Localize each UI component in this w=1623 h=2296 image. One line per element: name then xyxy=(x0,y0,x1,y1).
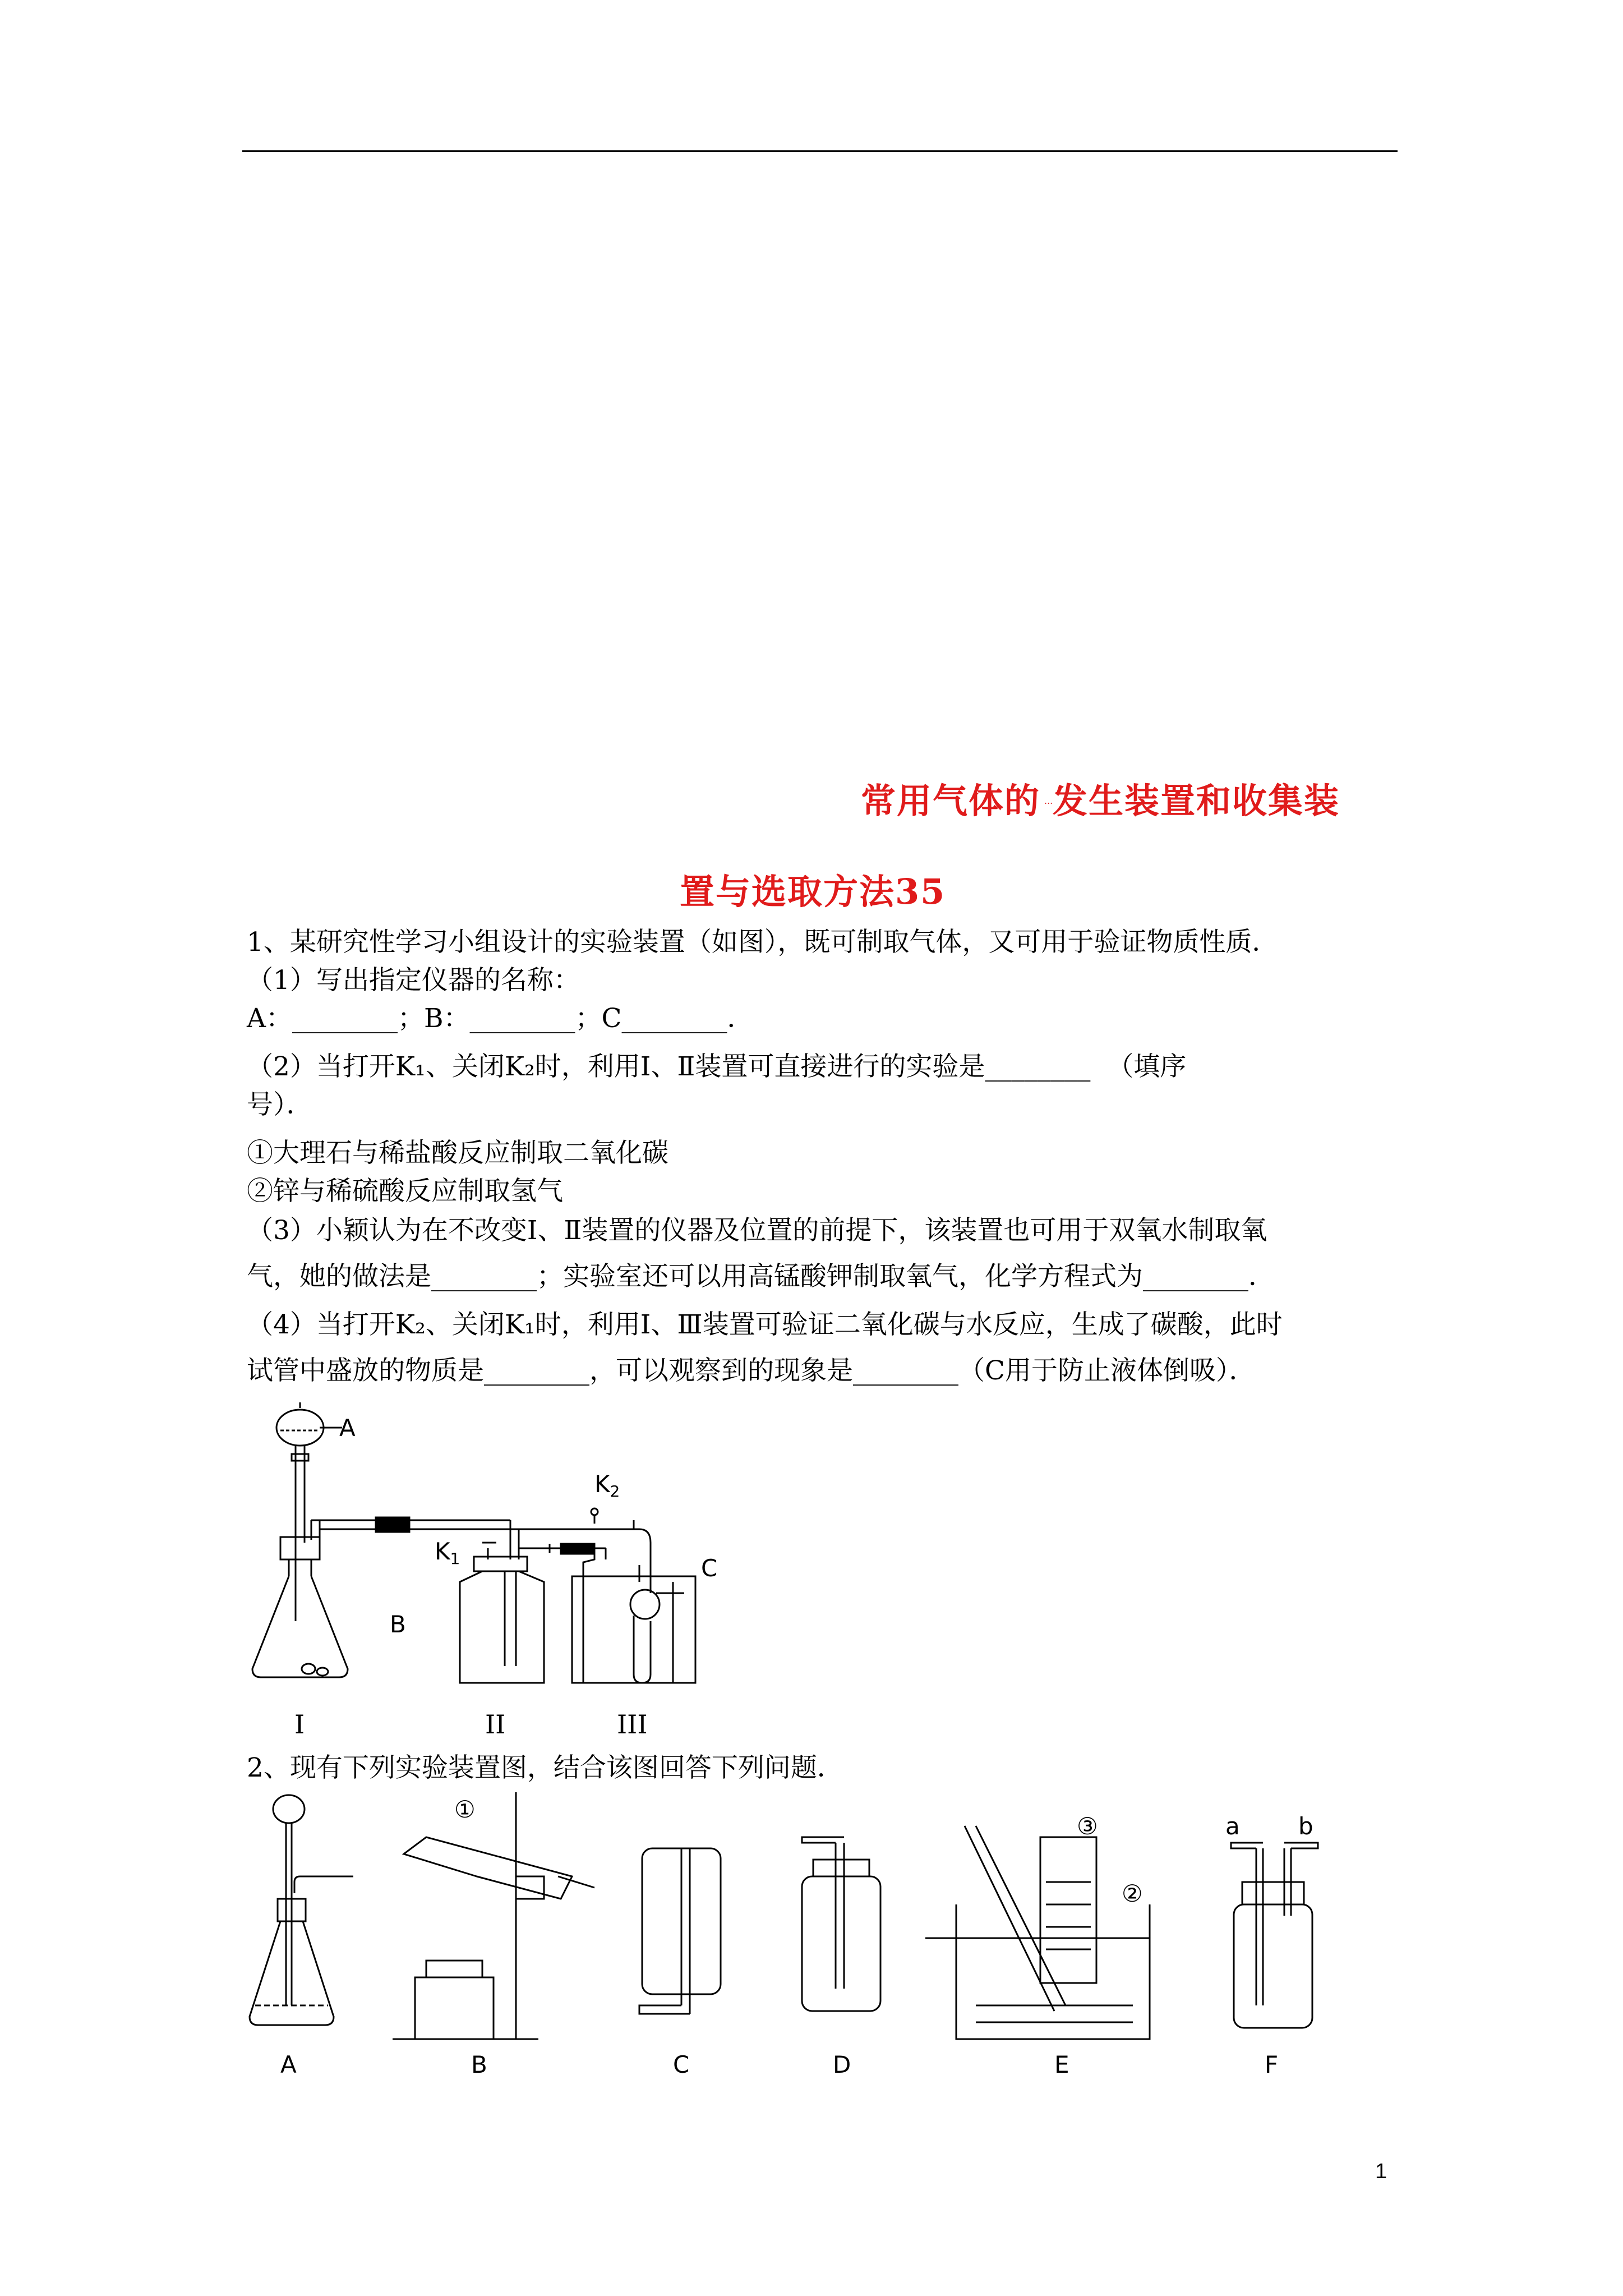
marker-1: ① xyxy=(454,1796,476,1823)
roman-III: III xyxy=(617,1709,648,1740)
label-F: F xyxy=(1265,2051,1279,2078)
roman-I: I xyxy=(294,1709,305,1740)
label-A: A xyxy=(339,1414,356,1442)
q2-apparatus-figure xyxy=(247,1792,1324,2095)
title-line-1: 常用气体的 发生装置和收集装 xyxy=(861,780,1340,821)
q1-part2-line2: 号）． xyxy=(247,1089,313,1120)
q1-option-1: ①大理石与稀盐酸反应制取二氧化碳 xyxy=(247,1138,668,1168)
q1-option-2: ②锌与稀硫酸反应制取氢气 xyxy=(247,1176,563,1207)
q1-stem: 1、某研究性学习小组设计的实验装置（如图），既可制取气体，又可用于验证物质性质． xyxy=(247,927,1279,958)
marker-2: ② xyxy=(1122,1880,1143,1907)
q2-stem: 2、现有下列实验装置图，结合该图回答下列问题． xyxy=(247,1752,843,1783)
label-K2: K2 xyxy=(594,1470,620,1501)
label-D: D xyxy=(833,2051,851,2078)
label-E: E xyxy=(1054,2051,1069,2078)
q1-part3-line2: 气，她的做法是________；实验室还可以用高锰酸钾制取氧气，化学方程式为________． xyxy=(247,1261,1275,1292)
header-rule xyxy=(242,150,1398,152)
q1-part1: （1）写出指定仪器的名称： xyxy=(247,965,580,996)
label-K1: K1 xyxy=(435,1538,460,1568)
q1-part4-line2: 试管中盛放的物质是________，可以观察到的现象是________（C用于防止液体倒吸）． xyxy=(247,1355,1256,1386)
q1-part3-line1: （3）小颖认为在不改变Ⅰ、Ⅱ装置的仪器及位置的前提下，该装置也可用于双氧水制取氧 xyxy=(247,1215,1267,1246)
marker-3: ③ xyxy=(1077,1812,1098,1840)
port-a: a xyxy=(1225,1812,1240,1840)
q1-apparatus-figure xyxy=(247,1397,751,1750)
port-b: b xyxy=(1298,1812,1313,1840)
title-tiny-mark: ... xyxy=(1044,795,1053,806)
label-C: C xyxy=(673,2051,690,2078)
page-number: 1 xyxy=(1375,2160,1387,2183)
q1-part4-line1: （4）当打开K₂、关闭K₁时，利用Ⅰ、Ⅲ装置可验证二氧化碳与水反应，生成了碳酸，此时 xyxy=(247,1309,1283,1340)
title-line-2: 置与选取方法35 xyxy=(680,871,946,912)
label-B: B xyxy=(471,2051,487,2078)
q1-part2-line1: （2）当打开K₁、关闭K₂时，利用Ⅰ、Ⅱ装置可直接进行的实验是________ （填序 xyxy=(247,1051,1187,1082)
label-B: B xyxy=(390,1611,406,1638)
label-C: C xyxy=(701,1554,718,1582)
label-A: A xyxy=(280,2051,297,2078)
roman-II: II xyxy=(485,1709,506,1740)
q1-part1-blanks: A：________；B：________；C________． xyxy=(247,1003,754,1034)
